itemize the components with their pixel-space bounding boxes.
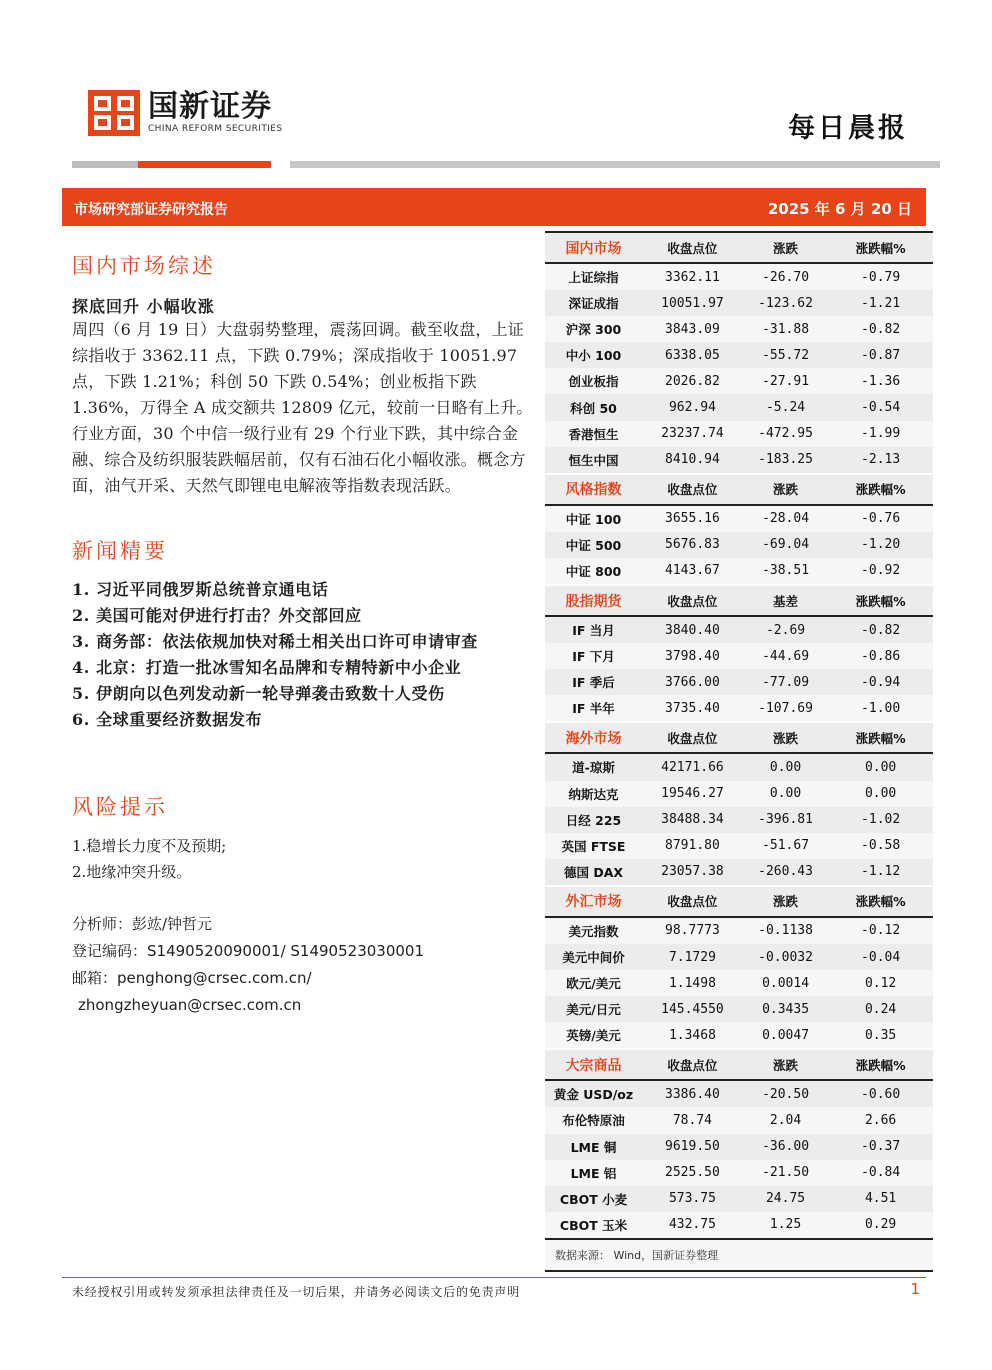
table-cell: 6338.05 bbox=[642, 342, 743, 368]
index-name: 中证 800 bbox=[545, 558, 642, 584]
column-header: 收盘点位 bbox=[642, 475, 743, 505]
table-cell: 7.1729 bbox=[642, 944, 743, 970]
table-cell: 1.3468 bbox=[642, 1022, 743, 1048]
table-row bbox=[545, 290, 933, 316]
table-cell: -0.82 bbox=[828, 616, 933, 643]
table-cell: -396.81 bbox=[743, 807, 828, 833]
column-header: 涨跌 bbox=[743, 475, 828, 505]
table-row bbox=[545, 917, 933, 944]
index-name: 日经 225 bbox=[545, 807, 642, 833]
news-list bbox=[72, 577, 534, 733]
table-row bbox=[545, 781, 933, 807]
news-item-2: 2. 美国可能对伊进行打击？外交部回应 bbox=[72, 606, 362, 625]
section-title: 国内市场 bbox=[545, 232, 642, 263]
table-cell: 145.4550 bbox=[642, 996, 743, 1022]
left-column bbox=[72, 250, 534, 1019]
table-row bbox=[545, 1022, 933, 1048]
table-row bbox=[545, 1107, 933, 1133]
table-row bbox=[545, 368, 933, 394]
section-title: 股指期货 bbox=[545, 586, 642, 616]
table-row bbox=[545, 944, 933, 970]
analyst-email-1: 邮箱：penghong@crsec.com.cn/ bbox=[72, 969, 312, 987]
table-cell: -0.58 bbox=[828, 833, 933, 859]
table-cell: -38.51 bbox=[743, 558, 828, 584]
table-cell: 42171.66 bbox=[642, 753, 743, 780]
table-cell: -107.69 bbox=[743, 695, 828, 721]
table-cell: 1.25 bbox=[743, 1212, 828, 1239]
table-cell: 0.12 bbox=[828, 970, 933, 996]
index-name: IF 半年 bbox=[545, 695, 642, 721]
table-cell: 0.00 bbox=[828, 753, 933, 780]
index-name: IF 季后 bbox=[545, 669, 642, 695]
table-cell: -2.69 bbox=[743, 616, 828, 643]
index-name: 美元/日元 bbox=[545, 996, 642, 1022]
table-section-header bbox=[545, 475, 933, 505]
table-cell: -123.62 bbox=[743, 290, 828, 316]
column-header: 涨跌幅% bbox=[828, 1050, 933, 1080]
table-cell: 3735.40 bbox=[642, 695, 743, 721]
news-item-1: 1. 习近平同俄罗斯总统普京通电话 bbox=[72, 580, 329, 599]
table-cell: -26.70 bbox=[743, 263, 828, 290]
table-cell: -0.87 bbox=[828, 342, 933, 368]
table-cell: -36.00 bbox=[743, 1134, 828, 1160]
table-cell: 23057.38 bbox=[642, 859, 743, 885]
table-cell: 3798.40 bbox=[642, 643, 743, 669]
index-name: IF 下月 bbox=[545, 643, 642, 669]
domestic-paragraph-2: 行业方面，30 个中信一级行业有 29 个行业下跌，其中综合金融、综合及纺织服装跌幅居前，仅有石油石化小幅收涨。概念方面，油气开采、天然气即锂电电解液等指数表现活跃。 bbox=[72, 424, 526, 495]
table-row bbox=[545, 753, 933, 780]
table-cell: -472.95 bbox=[743, 421, 828, 447]
banner-department: 市场研究部证券研究报告 bbox=[74, 202, 228, 218]
table-cell: 19546.27 bbox=[642, 781, 743, 807]
column-header: 收盘点位 bbox=[642, 232, 743, 263]
column-header: 涨跌幅% bbox=[828, 586, 933, 616]
table-row bbox=[545, 505, 933, 532]
table-cell: 3655.16 bbox=[642, 505, 743, 532]
table-row bbox=[545, 532, 933, 558]
logo-mark-icon bbox=[88, 90, 140, 136]
risk-title: 风险提示 bbox=[72, 795, 168, 819]
index-name: 道-琼斯 bbox=[545, 753, 642, 780]
table-row bbox=[545, 1134, 933, 1160]
table-cell: 98.7773 bbox=[642, 917, 743, 944]
table-section-header bbox=[545, 723, 933, 753]
column-header: 收盘点位 bbox=[642, 586, 743, 616]
table-cell: -0.54 bbox=[828, 394, 933, 420]
table-cell: 2.66 bbox=[828, 1107, 933, 1133]
index-name: 上证综指 bbox=[545, 263, 642, 290]
table-cell: 9619.50 bbox=[642, 1134, 743, 1160]
table-cell: -183.25 bbox=[743, 447, 828, 473]
table-cell: 0.00 bbox=[743, 781, 828, 807]
table-cell: 10051.97 bbox=[642, 290, 743, 316]
table-cell: -0.12 bbox=[828, 917, 933, 944]
column-header: 基差 bbox=[743, 586, 828, 616]
table-cell: 0.24 bbox=[828, 996, 933, 1022]
index-name: 欧元/美元 bbox=[545, 970, 642, 996]
index-name: IF 当月 bbox=[545, 616, 642, 643]
table-row bbox=[545, 807, 933, 833]
domestic-paragraph-1: 周四（6 月 19 日）大盘弱势整理，震荡回调。截至收盘，上证综指收于 3362.11 点，下跌 0.79%；深成指收于 10051.97 点，下跌 1.21%；科创 50 下跌 0.54%；创业板指下跌 1.36%，万得全 A 成交额共 12809 亿元，较前一日略有上升。 bbox=[72, 320, 533, 417]
column-header: 涨跌 bbox=[743, 723, 828, 753]
page-number: 1 bbox=[910, 1280, 920, 1298]
table-row bbox=[545, 833, 933, 859]
table-cell: -0.82 bbox=[828, 316, 933, 342]
index-name: 英镑/美元 bbox=[545, 1022, 642, 1048]
table-cell: -0.79 bbox=[828, 263, 933, 290]
table-cell: -1.20 bbox=[828, 532, 933, 558]
table-cell: -28.04 bbox=[743, 505, 828, 532]
table-section-header bbox=[545, 232, 933, 263]
news-item-6: 6. 全球重要经济数据发布 bbox=[72, 710, 263, 729]
table-cell: -0.04 bbox=[828, 944, 933, 970]
table-cell: -44.69 bbox=[743, 643, 828, 669]
index-name: 布伦特原油 bbox=[545, 1107, 642, 1133]
table-row bbox=[545, 263, 933, 290]
column-header: 涨跌幅% bbox=[828, 723, 933, 753]
table-row bbox=[545, 643, 933, 669]
table-row bbox=[545, 1080, 933, 1107]
data-source-row bbox=[545, 1239, 933, 1271]
market-data-table bbox=[545, 231, 933, 1272]
table-row bbox=[545, 1212, 933, 1239]
column-header: 涨跌幅% bbox=[828, 887, 933, 917]
table-cell: 4.51 bbox=[828, 1186, 933, 1212]
table-cell: -5.24 bbox=[743, 394, 828, 420]
table-cell: -0.86 bbox=[828, 643, 933, 669]
index-name: CBOT 玉米 bbox=[545, 1212, 642, 1239]
index-name: LME 铝 bbox=[545, 1160, 642, 1186]
table-cell: 0.0014 bbox=[743, 970, 828, 996]
index-name: CBOT 小麦 bbox=[545, 1186, 642, 1212]
section-title: 大宗商品 bbox=[545, 1050, 642, 1080]
table-cell: -1.00 bbox=[828, 695, 933, 721]
table-cell: -1.36 bbox=[828, 368, 933, 394]
table-cell: 3840.40 bbox=[642, 616, 743, 643]
table-row bbox=[545, 394, 933, 420]
table-section-header bbox=[545, 887, 933, 917]
section-title: 风格指数 bbox=[545, 475, 642, 505]
column-header: 涨跌 bbox=[743, 232, 828, 263]
data-source-note: 数据来源： Wind，国新证券整理 bbox=[545, 1239, 933, 1271]
table-cell: 432.75 bbox=[642, 1212, 743, 1239]
table-cell: 0.00 bbox=[828, 781, 933, 807]
table-row bbox=[545, 421, 933, 447]
table-cell: 5676.83 bbox=[642, 532, 743, 558]
index-name: 中小 100 bbox=[545, 342, 642, 368]
table-cell: -55.72 bbox=[743, 342, 828, 368]
table-row bbox=[545, 996, 933, 1022]
index-name: 英国 FTSE bbox=[545, 833, 642, 859]
index-name: 沪深 300 bbox=[545, 316, 642, 342]
analyst-names: 分析师：彭竑/钟哲元 bbox=[72, 915, 213, 933]
table-cell: 24.75 bbox=[743, 1186, 828, 1212]
section-title: 外汇市场 bbox=[545, 887, 642, 917]
table-cell: 2.04 bbox=[743, 1107, 828, 1133]
column-header: 涨跌 bbox=[743, 887, 828, 917]
analyst-email-2: zhongzheyuan@crsec.com.cn bbox=[78, 996, 302, 1014]
table-cell: 0.29 bbox=[828, 1212, 933, 1239]
table-cell: -0.94 bbox=[828, 669, 933, 695]
table-row bbox=[545, 695, 933, 721]
table-cell: 0.35 bbox=[828, 1022, 933, 1048]
table-section-header bbox=[545, 586, 933, 616]
footer-rule bbox=[62, 1277, 926, 1278]
table-cell: -20.50 bbox=[743, 1080, 828, 1107]
table-cell: 23237.74 bbox=[642, 421, 743, 447]
index-name: 科创 50 bbox=[545, 394, 642, 420]
table-cell: 0.3435 bbox=[743, 996, 828, 1022]
index-name: 美元中间价 bbox=[545, 944, 642, 970]
table-cell: 962.94 bbox=[642, 394, 743, 420]
table-cell: -1.12 bbox=[828, 859, 933, 885]
table-cell: -1.99 bbox=[828, 421, 933, 447]
domestic-subtitle: 探底回升 小幅收涨 bbox=[72, 297, 215, 316]
table-cell: -2.13 bbox=[828, 447, 933, 473]
index-name: 中证 500 bbox=[545, 532, 642, 558]
news-item-4: 4. 北京：打造一批冰雪知名品牌和专精特新中小企业 bbox=[72, 658, 462, 677]
table-row bbox=[545, 558, 933, 584]
news-item-5: 5. 伊朗向以色列发动新一轮导弹袭击致数十人受伤 bbox=[72, 684, 445, 703]
table-row bbox=[545, 859, 933, 885]
table-cell: -51.67 bbox=[743, 833, 828, 859]
risk-item-2: 2.地缘冲突升级。 bbox=[72, 863, 192, 881]
table-cell: 78.74 bbox=[642, 1107, 743, 1133]
report-banner bbox=[62, 188, 926, 226]
table-cell: 8410.94 bbox=[642, 447, 743, 473]
domestic-market-title: 国内市场综述 bbox=[72, 254, 216, 278]
table-cell: 3843.09 bbox=[642, 316, 743, 342]
table-cell: 3362.11 bbox=[642, 263, 743, 290]
index-name: 创业板指 bbox=[545, 368, 642, 394]
table-cell: -0.76 bbox=[828, 505, 933, 532]
table-cell: 4143.67 bbox=[642, 558, 743, 584]
table-cell: 0.00 bbox=[743, 753, 828, 780]
table-cell: 3766.00 bbox=[642, 669, 743, 695]
logo-name-cn: 国新证券 bbox=[148, 89, 272, 124]
table-cell: -1.21 bbox=[828, 290, 933, 316]
table-row bbox=[545, 669, 933, 695]
table-cell: -31.88 bbox=[743, 316, 828, 342]
index-name: 恒生中国 bbox=[545, 447, 642, 473]
column-header: 收盘点位 bbox=[642, 723, 743, 753]
table-row bbox=[545, 970, 933, 996]
banner-date: 2025 年 6 月 20 日 bbox=[767, 200, 912, 218]
column-header: 涨跌 bbox=[743, 1050, 828, 1080]
table-cell: 2026.82 bbox=[642, 368, 743, 394]
column-header: 收盘点位 bbox=[642, 887, 743, 917]
news-item-3: 3. 商务部：依法依规加快对稀土相关出口许可申请审查 bbox=[72, 632, 478, 651]
table-cell: 0.0047 bbox=[743, 1022, 828, 1048]
company-logo bbox=[88, 90, 282, 136]
analyst-registration: 登记编码：S1490520090001/ S1490523030001 bbox=[72, 942, 424, 960]
table-cell: -1.02 bbox=[828, 807, 933, 833]
table-cell: -0.92 bbox=[828, 558, 933, 584]
table-cell: -0.1138 bbox=[743, 917, 828, 944]
column-header: 收盘点位 bbox=[642, 1050, 743, 1080]
table-row bbox=[545, 316, 933, 342]
index-name: 纳斯达克 bbox=[545, 781, 642, 807]
table-cell: -69.04 bbox=[743, 532, 828, 558]
index-name: 德国 DAX bbox=[545, 859, 642, 885]
risk-item-1: 1.稳增长力度不及预期; bbox=[72, 837, 227, 855]
header-rule-accent bbox=[138, 161, 271, 168]
table-cell: -0.0032 bbox=[743, 944, 828, 970]
header-rule-right bbox=[290, 161, 940, 168]
index-name: LME 铜 bbox=[545, 1134, 642, 1160]
footer-disclaimer: 未经授权引用或转发须承担法律责任及一切后果，并请务必阅读文后的免责声明 bbox=[72, 1285, 521, 1299]
index-name: 黄金 USD/oz bbox=[545, 1080, 642, 1107]
table-row bbox=[545, 1160, 933, 1186]
column-header: 涨跌幅% bbox=[828, 232, 933, 263]
table-cell: 38488.34 bbox=[642, 807, 743, 833]
table-row bbox=[545, 616, 933, 643]
logo-name-en: CHINA REFORM SECURITIES bbox=[148, 124, 283, 134]
table-row bbox=[545, 1186, 933, 1212]
index-name: 香港恒生 bbox=[545, 421, 642, 447]
table-cell: 8791.80 bbox=[642, 833, 743, 859]
column-header: 涨跌幅% bbox=[828, 475, 933, 505]
table-cell: -77.09 bbox=[743, 669, 828, 695]
table-cell: 2525.50 bbox=[642, 1160, 743, 1186]
table-cell: 1.1498 bbox=[642, 970, 743, 996]
report-type-title: 每日晨报 bbox=[788, 113, 908, 144]
table-cell: -27.91 bbox=[743, 368, 828, 394]
table-row bbox=[545, 342, 933, 368]
section-title: 海外市场 bbox=[545, 723, 642, 753]
table-cell: -0.84 bbox=[828, 1160, 933, 1186]
index-name: 深证成指 bbox=[545, 290, 642, 316]
table-cell: 573.75 bbox=[642, 1186, 743, 1212]
table-row bbox=[545, 447, 933, 473]
table-cell: -21.50 bbox=[743, 1160, 828, 1186]
table-cell: -0.60 bbox=[828, 1080, 933, 1107]
news-title: 新闻精要 bbox=[72, 539, 168, 563]
table-section-header bbox=[545, 1050, 933, 1080]
index-name: 中证 100 bbox=[545, 505, 642, 532]
table-cell: -260.43 bbox=[743, 859, 828, 885]
index-name: 美元指数 bbox=[545, 917, 642, 944]
table-cell: 3386.40 bbox=[642, 1080, 743, 1107]
table-cell: -0.37 bbox=[828, 1134, 933, 1160]
